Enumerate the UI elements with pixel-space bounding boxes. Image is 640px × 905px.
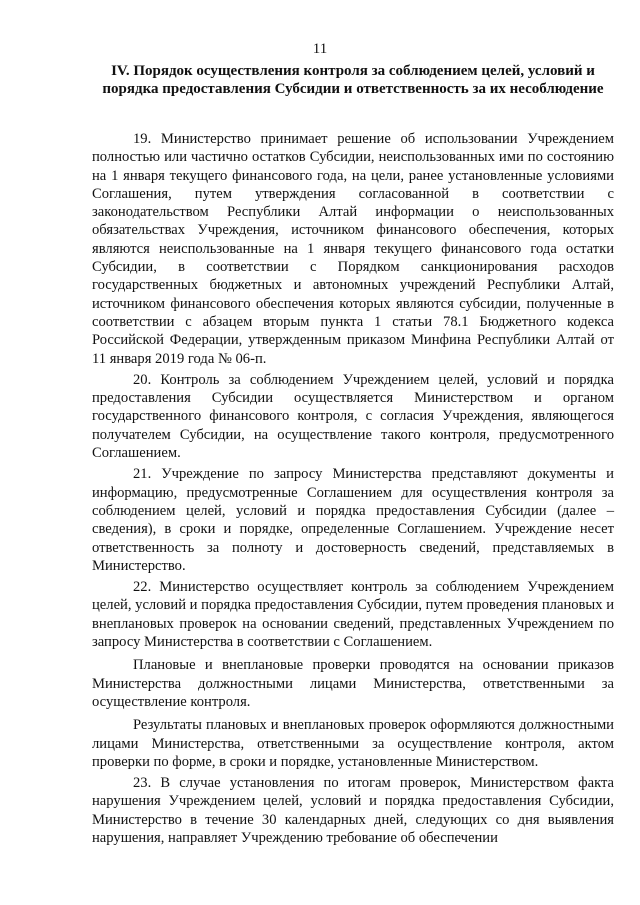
section-heading: IV. Порядок осуществления контроля за соблюдением целей, условий и порядка предоставления Субсидии и ответственность за их несоблюдение [102, 63, 604, 97]
paragraph-21: 21. Учреждение по запросу Министерства представляют документы и информацию, предусмотренные Соглашением для осуществления контроля за соблюдением целей, условий и порядка предоставления Субсидии (далее – сведения), в сроки и порядке, определенные Соглашением. Учреждение несет ответственность за полноту и достоверность сведений, представляемых в Министерство. [92, 466, 614, 574]
paragraph-19: 19. Министерство принимает решение об использовании Учреждением полностью или частично остатков Субсидии, неиспользованных ими по состоянию на 1 января текущего финансового года, на цели, ранее установленные условиями Соглашения, путем утверждения согласованной в соответствии с законодательством Республики Алтай информации о неиспользованных обязательствах Учреждения, источником финансового обеспечения, которых являются неиспользованные на 1 января текущего финансового года остатки Субсидии, в соответствии с Порядком санкционирования расходов государственных бюджетных и автономных учреждений Республики Алтай, источником финансового обеспечения которых являются субсидии, полученные в соответствии с абзацем вторым пункта 1 статьи 78.1 Бюджетного кодекса Российской Федерации, утвержденным приказом Минфина Республики Алтай от 11 января 2019 года № 06-п. [92, 131, 614, 367]
paragraph-22: 22. Министерство осуществляет контроль за соблюдением Учреждением целей, условий и порядка предоставления Субсидии, путем проведения плановых и внеплановых проверок на основании сведений, представленных Учреждением по запросу Министерства в соответствии с Соглашением. [92, 579, 614, 651]
page-number: 11 [312, 41, 328, 57]
paragraph-20: 20. Контроль за соблюдением Учреждением целей, условий и порядка предоставления Субсидии осуществляется Министерством и органом государственного финансового контроля, с согласия Учреждения, являющегося получателем Субсидии, на осуществление такого контроля, предусмотренного Соглашением. [92, 371, 614, 462]
paragraph-23: 23. В случае установления по итогам проверок, Министерством факта нарушения Учреждением целей, условий и порядка предоставления Субсидии, Министерство в течение 30 календарных дней, следующих со дня выявления нарушения, направляет Учреждению требование об обеспечении [92, 775, 614, 846]
paragraph-inspection-results: Результаты плановых и внеплановых проверок оформляются должностными лицами Министерства, ответственными за осуществление контроля, актом проверки по форме, в сроки и порядке, установленные Министерством. [92, 717, 614, 770]
document-body [92, 130, 614, 850]
paragraph-inspections: Плановые и внеплановые проверки проводятся на основании приказов Министерства должностными лицами Министерства, ответственными за осуществление контроля. [92, 657, 614, 710]
